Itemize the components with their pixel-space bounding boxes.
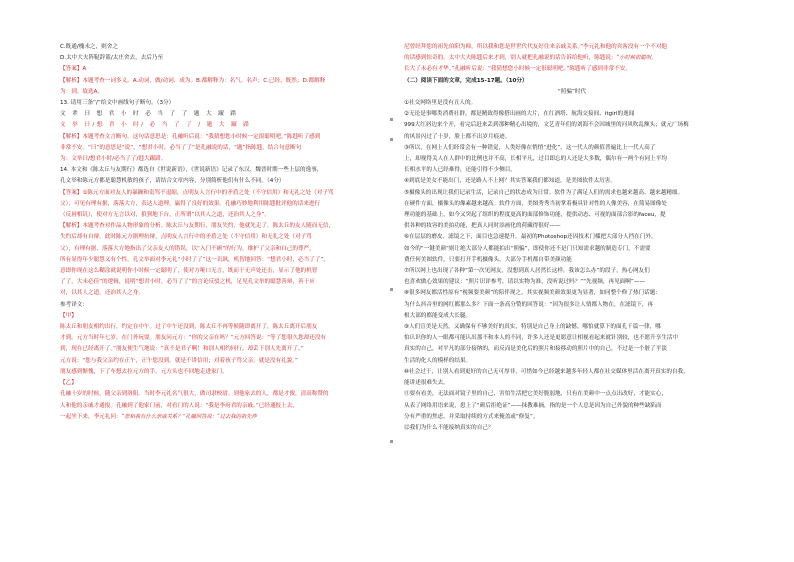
line-text: 长相水平的人已经难得，还能引得不少侧目。 bbox=[404, 167, 516, 174]
left-text-line bbox=[60, 143, 402, 154]
line-text: 为：到。故选A。 bbox=[60, 88, 103, 95]
line-text: 如今的“一键美颜”则让绝大部分人都能拍出“照骗”，即使你还不是门只知需求越的制造专门，不需要 bbox=[404, 245, 651, 252]
line-text: 了了，大未必佳”的逻辑，说明“想君小时，必当了了”的言论反驳之机，足见孔文举的聪慧善辩，善于应 bbox=[60, 279, 315, 286]
line-text: ③所以，在网上人们经常会有一种错觉，人类好像在悄悄“进化”，这一代人的颜值普遍比上一代人高了 bbox=[404, 144, 656, 151]
right-text-line bbox=[404, 266, 740, 277]
right-text-line bbox=[404, 132, 740, 143]
line-text: ⑨人们宣美是天然，又确保有不够美好的真实，特别是自己身上的缺憾。哪怕就算下的面孔千篇一律，哪 bbox=[404, 324, 661, 331]
line-text: 非常不安。“曰”的意思是“说”，“想君小时，必当了了”是孔融说的话，“题”指陈韪，结合句意断句 bbox=[60, 144, 302, 151]
line-text: 根大部的都能变成大长腿。 bbox=[404, 312, 472, 319]
right-text-line bbox=[404, 367, 740, 378]
left-text-line bbox=[60, 389, 402, 400]
right-text-line bbox=[404, 154, 740, 165]
left-text-line bbox=[60, 42, 402, 53]
line-text: 失约后却有自辩，此时陈元方据理抗辩，点明友人言行中的矛盾之处（不守信用）和无礼之处（对子骂 bbox=[60, 234, 312, 241]
right-text-line bbox=[404, 98, 740, 109]
right-text-line bbox=[404, 344, 740, 355]
left-text-line bbox=[60, 288, 402, 299]
right-text-line bbox=[404, 311, 740, 322]
line-text: 【解析】本题考查文言断句。这句话意思是：孔融听后说：“我猜想您小时候一定很聪明吧。”陈韪听了感到 bbox=[60, 133, 321, 140]
line-text: 父），有理有据、落落大方地指出了父亲友人的错误，以“入门不顾”的行为，维护了父亲和自己的尊严， bbox=[60, 245, 315, 252]
line-text: C.既通/槐未之，则舍之 bbox=[60, 44, 118, 50]
line-text: 能讲述很难失去。 bbox=[404, 380, 449, 387]
left-column bbox=[60, 42, 402, 423]
right-text-line bbox=[404, 277, 740, 288]
line-text: 也喜欢做心效果的建议：“照片识评参考，请以实物为准，没听说过吗？”“先视频，再见面啊”—— bbox=[404, 279, 645, 286]
left-text-line bbox=[60, 232, 402, 243]
line-text: 从表了网络用语来说，患上了“颜后拒绝证”——抹教难摘，指的是一个人总是因为自己外貌的种些缺陷而 bbox=[404, 402, 662, 409]
right-text-line bbox=[404, 42, 740, 53]
line-text: 【甲】 bbox=[60, 312, 77, 319]
right-text-line bbox=[404, 64, 740, 75]
line-text: 费任何美图软件，只要打开手机摄像头，大部分手机都自带美颜功能 bbox=[404, 256, 572, 263]
line-text: 14. 本文和《陈太丘与友期行》都选自《世说新语》，《世说新语》记录了东汉、魏晋时期一些上层的逸事， bbox=[60, 167, 323, 174]
line-text: 上，却视得关人在人群中的比例也并不高，长相平凡，过目即忘的人还是大多数，偶尔有一两个有同上平均 bbox=[404, 156, 667, 163]
left-text-line bbox=[60, 98, 402, 109]
left-text-line bbox=[60, 64, 402, 75]
right-text-line bbox=[404, 356, 740, 367]
line-text: 为什么抖音里的网红都那么多？下面一条高分赞的回答说：“因为很多让人情都人物在，在滤镜下，再 bbox=[404, 301, 654, 308]
line-text: ④到底是美女不能出门，还是路人不上网？其实答案我们都知道，是美图软件太厉害。 bbox=[404, 178, 616, 185]
left-text-line bbox=[60, 255, 402, 266]
line-text: 【答案】①陈元方面对友人的暴躁和责骂不退缩，点明友人言行中的矛盾之处（不守信用）和无礼之处（对子骂 bbox=[60, 189, 334, 196]
line-text: 文 举 曰/想 君 小 时/ 必 当 了 了 / 题 大 踧 踖 bbox=[60, 122, 252, 129]
line-text: 分有严重的焦虑，并采取持续的方式来掩盖或“修复”。 bbox=[404, 413, 539, 420]
line-text: 到，现在已经离开了。”朋友便生气地说：“真不是君子啊！和别人相约同行，却丢下别人先离开了。” bbox=[60, 346, 304, 353]
right-text-line bbox=[404, 288, 740, 299]
left-text-line bbox=[60, 322, 402, 333]
left-text-line bbox=[60, 210, 402, 221]
line-text: 朋友感到惭愧，下了车想去拉元方的手，元方头也不回地走进家门。 bbox=[60, 368, 228, 375]
right-column bbox=[404, 42, 740, 434]
left-text-line bbox=[60, 221, 402, 232]
handwritten-note: “小时候很聪明， bbox=[616, 55, 657, 62]
left-text-line bbox=[60, 132, 402, 143]
left-text-line bbox=[60, 311, 402, 322]
left-text-line bbox=[60, 176, 402, 187]
right-text-line bbox=[404, 76, 740, 87]
left-text-line bbox=[60, 165, 402, 176]
right-text-line bbox=[404, 53, 740, 64]
line-text: ⑫我们为什么不能接纳真实的自己？ bbox=[404, 424, 494, 431]
line-text: 对，以其人之道，还治其人之身。 bbox=[60, 290, 144, 297]
line-text: 999大红唇边来个开，看完后赶来丢到那种精心出境的，文艺青年们的刘海不会因城里的河风吹乱额头；就元广场梅 bbox=[404, 122, 689, 129]
handwritten-note: “您和我有什么亲戚关系？”孔融回答说：“过去我的祖先仲 bbox=[121, 413, 257, 420]
left-text-line bbox=[60, 367, 402, 378]
line-text: 【答案】A bbox=[60, 66, 87, 73]
left-text-line bbox=[60, 154, 402, 165]
left-text-line bbox=[60, 87, 402, 98]
right-text-line bbox=[404, 412, 740, 423]
line-text: 理功能的基础上，如今又突起了组织的程度更高的面部修饰功能，提供动态、可视的面部合影的faceu，提 bbox=[404, 212, 666, 219]
line-text: 才到。元方当时年七岁，在门外玩耍。朋友问元方：“你的父亲在吗？”元方回答说：“等了您很久您却还没有 bbox=[60, 335, 327, 342]
line-text: D.太中大夫阵鞑辞篮/太庄舍去，去后乃至 bbox=[60, 55, 164, 62]
line-text: 长大了未必有才华。”孔融听后说：“我猜想您小时候一定很聪明吧。”陈韪听了感到非常不安。 bbox=[404, 66, 631, 73]
line-text: 【解析】本题考查一词多义。A.动词，做/动词，成为。B.都解释为：名气、名声；C.已经，既然；D.都解释 bbox=[60, 77, 326, 84]
left-text-line bbox=[60, 378, 402, 389]
line-text: 孔文举和陈元方都是聪慧机敏的孩子，请结合文章内容，分别简析他们有什么不同。（4分） bbox=[60, 178, 285, 185]
line-text: （反唇相讥），使对方无言以对，狼狈地下台，正所谓“以其人之道，还治其人之身”。 bbox=[60, 212, 270, 219]
right-text-line bbox=[404, 322, 740, 333]
line-text: ⑪要有看美，无法面对镜子里的自己，害怕生活把它美好脆弱地，只有在美颜中一点点出改好，才能实心， bbox=[404, 391, 667, 398]
right-text-line bbox=[404, 87, 740, 98]
right-text-line bbox=[404, 378, 740, 389]
line-text: 供各种的妆容的美拍功能，把真人同时添画化的荷藏得很好—— bbox=[404, 223, 561, 230]
right-text-line bbox=[404, 401, 740, 412]
line-text: 参考译文： bbox=[60, 301, 88, 308]
right-text-line bbox=[404, 300, 740, 311]
left-text-line bbox=[60, 344, 402, 355]
right-text-line bbox=[404, 221, 740, 232]
left-text-line bbox=[60, 300, 402, 311]
left-text-line bbox=[60, 244, 402, 255]
line-text: ⑦所以网上也出现了各种“第一次见网友，没想到真人居然长这样，我该怎么办”的段子，热心网友们 bbox=[404, 268, 650, 275]
right-text-line bbox=[404, 165, 740, 176]
right-text-line bbox=[404, 188, 740, 199]
left-text-line bbox=[60, 109, 402, 120]
left-text-line bbox=[60, 412, 402, 423]
line-text: 生活的化人的模样的结果。 bbox=[404, 357, 472, 364]
line-text: ⑥在层层的磨皮、滤镜之下，面目也急速提升。最初的Photoshop还因技术门槛把大部分人挡在门外， bbox=[404, 234, 657, 241]
line-text: ⑤摄像头的出现让我们记录生活，记录自己的状态成为日常。软件为了满足人们的需求也越来越高、越来越精细。 bbox=[404, 189, 684, 196]
line-text: 意即你现在这么糊涂就说明你小时候一定聪明了，使对方哑口无言，既而于无声处还击，显示了他的机智 bbox=[60, 268, 318, 275]
line-text: 的风景闪过了十岁，脸上都不出岁月痕迹。 bbox=[404, 133, 511, 140]
line-text: 所有显得年少聪慧又有个性。孔文举面对李元礼“小时了了”这一讥讽，机智地回答：“想君小时，必当了了”， bbox=[60, 256, 329, 263]
line-text: 孔融十岁的时候，随父亲到洛阳。当时李元礼名气很大，做司隶校尉。到他家去的人，都是才俊，清高称赞的 bbox=[60, 391, 329, 398]
line-text: ②无论是事哪类消费社群，都是精致得像搭出画的大片，在红酒塔、航海交接间、itgirl的逸闻 bbox=[404, 111, 635, 118]
left-text-line bbox=[60, 76, 402, 87]
line-text: 在硬件方面，摄像头的像素越来越高。软件方面，美图秀秀当初掌着极具针对性的人像美容，在简易图像处 bbox=[404, 200, 667, 207]
line-text: 尼曾经拜您的祖先伯阳为师，所以我和您是世世代代友好往来亲戚关系。”李元礼和他的宾客没有一个不对他 bbox=[404, 44, 668, 50]
line-text: 为：文举曰/想君小时/必当了了/韪大踧踖。 bbox=[60, 156, 167, 163]
left-text-line bbox=[60, 266, 402, 277]
right-text-line bbox=[404, 120, 740, 131]
left-text-line bbox=[60, 356, 402, 367]
left-text-line bbox=[60, 188, 402, 199]
line-text: 文 辈 曰 想 君 小 时 必 当 了 了 题 大 踧 踖 bbox=[60, 111, 239, 118]
right-text-line bbox=[404, 109, 740, 120]
line-text: 一起坐下来，李元礼问： bbox=[60, 413, 122, 420]
line-text: 陈太丘和朋友相约出行，约定在中午。过了中午还没到，陈太丘不再等候随即离开了，陈太丘离开后朋友 bbox=[60, 324, 318, 331]
left-text-line bbox=[60, 199, 402, 210]
left-text-line bbox=[60, 53, 402, 64]
line-text: 【解析】本题考查对作品人物形象的分析。陈太丘与友期行，朋友失约，他就先走了，陈太丘的友人随而无信， bbox=[60, 223, 335, 230]
right-text-line bbox=[404, 143, 740, 154]
line-text: ⑧很多网友都活性原有“视频要美颜”的陪伴现之，其实视频美颜效果更为显著，如同整个修了热门话题： bbox=[404, 290, 661, 297]
line-text: ①社交网络里是没有丑人的。 bbox=[404, 100, 477, 107]
line-text: 【乙】 bbox=[60, 380, 77, 387]
line-text: 真实的自己，对平凡的部分接纳的，而反而是美化后的照片和接移动的照片中的自己，不过是一个脏了平淡 bbox=[404, 346, 667, 353]
right-text-line bbox=[404, 176, 740, 187]
line-text: ⑩社会过于，让别人看到更好的自己无可厚非，可惜如今已经越来越多年轻人都在社交媒体里活在离开真实的自我， bbox=[404, 368, 689, 375]
left-text-line bbox=[60, 333, 402, 344]
left-text-line bbox=[60, 277, 402, 288]
right-text-line bbox=[404, 423, 740, 434]
line-text: 13. 请用三条“/”给文中画线句子断句。（3分） bbox=[60, 100, 175, 107]
line-text: 元方说：“您与我父亲约在正午，正午您没到，就是不讲信用；对着孩子骂父亲，就是没有礼貌。” bbox=[60, 357, 298, 364]
right-text-line bbox=[404, 389, 740, 400]
right-text-line bbox=[404, 199, 740, 210]
line-text: 的话感到惊奇的。太中大夫陈韪后来才到，别人就把孔融说的话告诉给他听，陈韪说： bbox=[404, 55, 617, 62]
left-text-line bbox=[60, 120, 402, 131]
line-text: “照骗”时代 bbox=[557, 88, 587, 95]
right-text-line bbox=[404, 255, 740, 266]
right-text-line bbox=[404, 244, 740, 255]
right-text-line bbox=[404, 333, 740, 344]
line-text: 怕认识你的人一眼都可能认出那不和本人的不同，许多人还是更愿意让相视看起来就针别较，也不愿升享生活中 bbox=[404, 335, 679, 342]
line-text: （二）阅读下面的文章，完成15-17题。（10分） bbox=[404, 77, 528, 84]
right-text-line bbox=[404, 232, 740, 243]
line-text: 人和他的亲戚才通报。孔融到了他家门前，对看门的人说：“我是李府君的亲戚。”已经通报上去， bbox=[60, 402, 298, 409]
right-text-line bbox=[404, 210, 740, 221]
left-text-line bbox=[60, 401, 402, 412]
line-text: 父），可见有理有据，落落大方，表达人道理，赢得了良好的效果。孔融巧妙地利用陈韪批评他的话来进行 bbox=[60, 200, 321, 207]
